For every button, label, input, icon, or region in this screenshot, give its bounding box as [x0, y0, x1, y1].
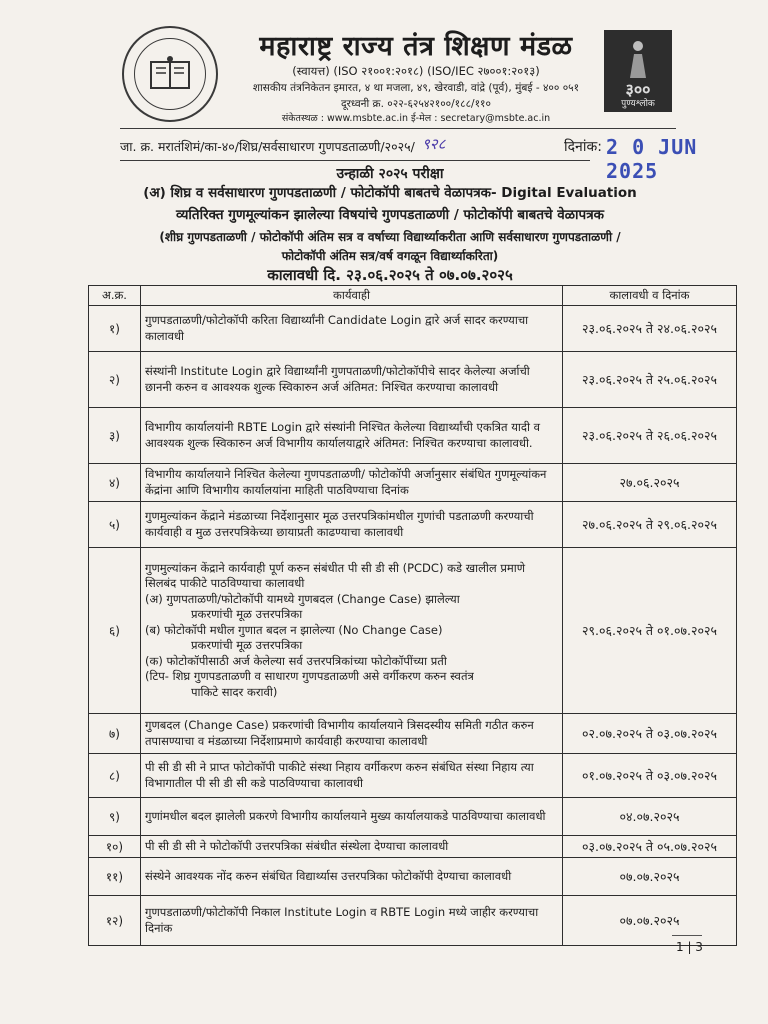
row-number: १२) — [89, 896, 141, 946]
iso-line: (स्वायत्त) (ISO २१००१:२०१८) (ISO/IEC २७००१:२०१३) — [292, 64, 540, 78]
row-number: ११) — [89, 858, 141, 896]
row-number: ९) — [89, 798, 141, 836]
statue-icon — [618, 38, 658, 80]
row-number: ७) — [89, 714, 141, 754]
row-number: १) — [89, 306, 141, 352]
footer-rule — [672, 935, 702, 936]
address-line: शासकीय तंत्रनिकेतन इमारत, ४ था मजला, ४९, खेरवाडी, वांद्रे (पूर्व), मुंबई - ४०० ०५१ — [252, 82, 580, 94]
exam-title: उन्हाळी २०२५ परीक्षा — [336, 166, 444, 182]
header-activity: कार्यवाही — [141, 286, 563, 306]
table-row — [89, 798, 737, 836]
header-rule — [120, 128, 676, 129]
organisation-title: महाराष्ट्र राज्य तंत्र शिक्षण मंडळ — [259, 31, 573, 62]
row-date: २३.०६.२०२५ ते २५.०६.२०२५ — [563, 352, 737, 408]
table-row — [89, 548, 737, 714]
row-activity — [141, 548, 563, 714]
row-date: २३.०६.२०२५ ते २४.०६.२०२५ — [563, 306, 737, 352]
msbte-seal-logo — [122, 26, 218, 122]
row-date: ०७.०७.२०२५ — [563, 896, 737, 946]
sub-item-note-cont: पाकिटे सादर करावी) — [191, 684, 278, 699]
row-activity: संस्थांनी Institute Login द्वारे विद्यार्थ्यांनी गुणपताळणी/फोटोकॉपीचे सादर केलेल्या अर्जाची छाननी करुन व आवश्यक शुल्क स्विकारुन अर्ज अंतिमत: निश्चित करण्याचा कालावधी — [141, 352, 563, 408]
sub-item-c: (क) फोटोकॉपीसाठी अर्ज केलेल्या सर्व उत्तरपत्रिकांच्या फोटोकॉपींच्या प्रती — [145, 653, 447, 668]
table-row — [89, 408, 737, 464]
schedule-table — [88, 285, 737, 946]
row-number: ३) — [89, 408, 141, 464]
date-label: दिनांक: — [564, 139, 602, 155]
sub-item-a: (अ) गुणपताळणी/फोटोकॉपी यामध्ये गुणबदल (Change Case) झालेल्या — [145, 591, 460, 606]
row-activity: गुणपडताळणी/फोटोकॉपी निकाल Institute Login व RBTE Login मध्ये जाहीर करण्याचा दिनांक — [141, 896, 563, 946]
row-activity: संस्थेने आवश्यक नोंद करुन संबंधित विद्यार्थ्यास उत्तरपत्रिका फोटोकॉपी देण्याचा कालावधी — [141, 858, 563, 896]
row-date: ०३.०७.२०२५ ते ०५.०७.२०२५ — [563, 836, 737, 858]
reference-rule — [120, 160, 590, 161]
row-number: ६) — [89, 548, 141, 714]
phone-line: दूरध्वनी क्र. ०२२-६२५४२१००/१८८/११० — [341, 98, 491, 110]
row-date: २७.०६.२०२५ — [563, 464, 737, 502]
row-number: ५) — [89, 502, 141, 548]
heading-line-3: व्यतिरिक्त गुणमूल्यांकन झालेल्या विषयांचे गुणपडताळणी / फोटोकॉपी बाबतचे वेळापत्रक — [175, 207, 605, 223]
row-number: ८) — [89, 754, 141, 798]
row-date: ०४.०७.२०२५ — [563, 798, 737, 836]
anniversary-logo — [604, 30, 672, 112]
row-date: २७.०६.२०२५ ते २९.०६.२०२५ — [563, 502, 737, 548]
row-date: ०७.०७.२०२५ — [563, 858, 737, 896]
row-activity: गुणपडताळणी/फोटोकॉपी करिता विद्यार्थ्यांनी Candidate Login द्वारे अर्ज सादर करण्याचा कालावधी — [141, 306, 563, 352]
sub-item-a-cont: प्रकरणांची मूळ उत्तरपत्रिका — [191, 607, 303, 622]
logo-label: पुण्यश्लोक — [621, 99, 655, 109]
heading-line-4: (शीघ्र गुणपडताळणी / फोटोकॉपी अंतिम सत्र व वर्षाच्या विद्यार्थ्याकरीता आणि सर्वसाधारण गुणपडताळणी / — [159, 230, 621, 244]
table-row — [89, 896, 737, 946]
period-line: कालावधी दि. २३.०६.२०२५ ते ०७.०७.२०२५ — [267, 266, 513, 284]
book-emblem-icon — [147, 54, 193, 94]
row-activity: पी सी डी सी ने प्राप्त फोटोकॉपी पाकीटे संस्था निहाय वर्गीकरण करुन संबंधित संस्था निहाय त्या विभागातील पी सी डी सी कडे पाठविण्याचा कालावधी — [141, 754, 563, 798]
table-row — [89, 714, 737, 754]
heading-line-2: (अ) शिघ्र व सर्वसाधारण गुणपडताळणी / फोटोकॉपी बाबतचे वेळापत्रक- Digital Evaluation — [143, 185, 637, 201]
table-row — [89, 464, 737, 502]
sub-item-b-cont: प्रकरणांची मूळ उत्तरपत्रिका — [191, 638, 303, 653]
table-row — [89, 858, 737, 896]
row-number: ४) — [89, 464, 141, 502]
header-date: कालावधी व दिनांक — [563, 286, 737, 306]
page-number: 1 | 3 — [676, 940, 703, 954]
row-activity-intro: गुणमुल्यांकन केंद्राने कार्यवाही पूर्ण करुन संबंधीत पी सी डी सी (PCDC) कडे खालील प्रमाणे सिलबंद पाकीटे पाठविण्याचा कालावधी — [145, 560, 526, 591]
handwritten-number: ९२८ — [422, 135, 446, 153]
web-email-line: संकेतस्थळ : www.msbte.ac.in ई-मेल : secretary@msbte.ac.in — [281, 113, 551, 124]
row-activity: गुणांमधील बदल झालेली प्रकरणे विभागीय कार्यालयाने मुख्य कार्यालयाकडे पाठविण्याचा कालावधी — [141, 798, 563, 836]
logo-number: ३०० — [625, 80, 651, 99]
table-row — [89, 754, 737, 798]
heading-line-5: फोटोकॉपी अंतिम सत्र/वर्ष वगळून विद्यार्थ्याकरिता) — [281, 249, 499, 263]
row-date: ०१.०७.२०२५ ते ०३.०७.२०२५ — [563, 754, 737, 798]
sub-item-note: (टिप- शिघ्र गुणपडताळणी व साधारण गुणपडताळणी असे वर्गीकरण करुन स्वतंत्र — [145, 669, 474, 684]
table-row — [89, 836, 737, 858]
table-row — [89, 502, 737, 548]
row-activity: गुणबदल (Change Case) प्रकरणांची विभागीय कार्यालयाने त्रिसदस्यीय समिती गठीत करुन तपासण्याचा व मंडळाच्या निर्देशाप्रमाणे कार्यवाही करण्याचा कालावधी — [141, 714, 563, 754]
table-row — [89, 306, 737, 352]
row-date: २३.०६.२०२५ ते २६.०६.२०२५ — [563, 408, 737, 464]
header-serial: अ.क्र. — [89, 286, 141, 306]
row-activity: पी सी डी सी ने फोटोकॉपी उत्तरपत्रिका संबंधीत संस्थेला देण्याचा कालावधी — [141, 836, 563, 858]
row-date: ०२.०७.२०२५ ते ०३.०७.२०२५ — [563, 714, 737, 754]
table-header-row — [89, 286, 737, 306]
date-stamp: 2 0 JUN 2025 — [606, 135, 698, 183]
row-activity: विभागीय कार्यालयांनी RBTE Login द्वारे संस्थांनी निश्चित केलेल्या विद्यार्थ्यांची एकत्रित यादी व आवश्यक शुल्क स्विकारुन अर्ज विभागीय कार्यालयाद्वारे अंतिमत: निश्चित करण्याचा कालावधी. — [141, 408, 563, 464]
row-number: २) — [89, 352, 141, 408]
row-date: २९.०६.२०२५ ते ०१.०७.२०२५ — [563, 548, 737, 714]
table-row — [89, 352, 737, 408]
reference-number: जा. क्र. मरातंशिमं/का-४०/शिघ्र/सर्वसाधारण गुणपडताळणी/२०२५/ — [120, 139, 415, 154]
row-activity: विभागीय कार्यालयाने निश्चित केलेल्या गुणपडताळणी/ फोटोकॉपी अर्जानुसार संबंधित गुणमूल्यांकन केंद्रांना आणि विभागीय कार्यालयांना माहिती पाठविण्याचा दिनांक — [141, 464, 563, 502]
row-activity: गुणमुल्यांकन केंद्राने मंडळाच्या निर्देशानुसार मूळ उत्तरपत्रिकांमधील गुणांची पडताळणी करण्याची कार्यवाही व मुळ उत्तरपत्रिकेच्या छायाप्रती काढण्याचा कालावधी — [141, 502, 563, 548]
row-number: १०) — [89, 836, 141, 858]
sub-item-b: (ब) फोटोकॉपी मधील गुणात बदल न झालेल्या (No Change Case) — [145, 622, 443, 637]
